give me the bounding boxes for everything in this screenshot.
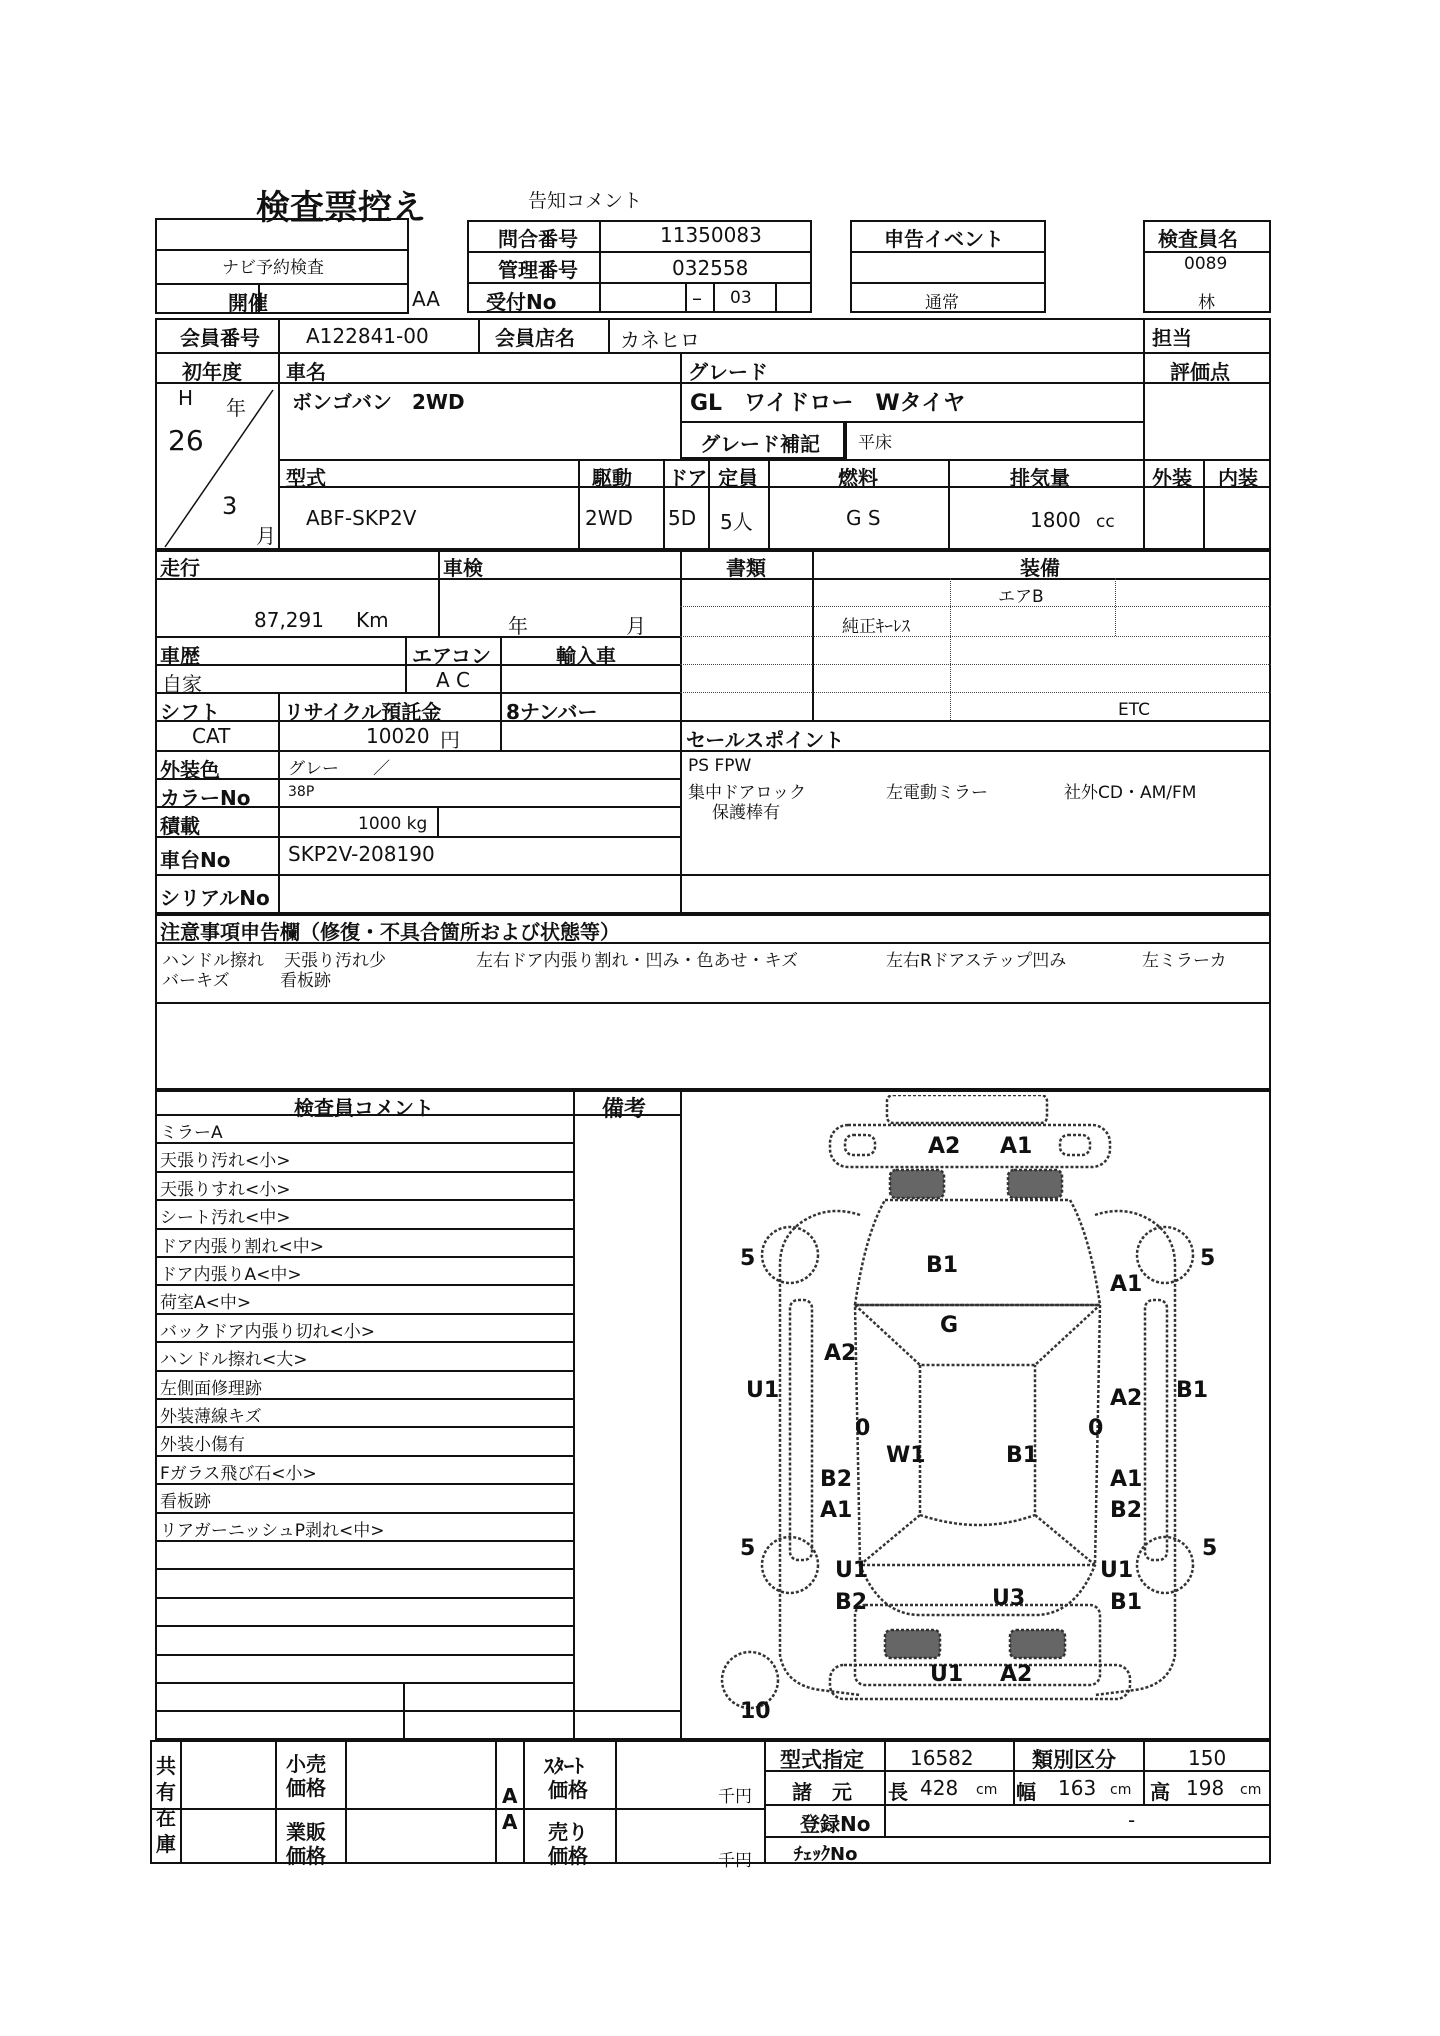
shadai-label: 車台No (160, 848, 231, 872)
damage-mark: B1 (1110, 1590, 1143, 1615)
comment-row-line (155, 1654, 573, 1656)
grade-label: グレード (688, 360, 768, 384)
damage-mark: 5 (1200, 1246, 1216, 1271)
haiki-label: 排気量 (1010, 466, 1070, 490)
haba-value: 163 (1058, 1776, 1097, 1800)
vehicle-damage-diagram (690, 1095, 1265, 1735)
door-label: ドア (668, 466, 708, 490)
shift-label: シフト (160, 700, 220, 724)
shareki-value: 自家 (162, 672, 202, 696)
notes-2b: 看板跡 (280, 971, 331, 991)
damage-mark: B1 (1176, 1378, 1209, 1403)
kensain-label: 検査員名 (1158, 227, 1238, 251)
ruibetsu-label: 類別区分 (1032, 1748, 1116, 1772)
kouri-label-2: 価格 (286, 1776, 326, 1800)
comment-row-line (155, 1568, 573, 1570)
year-label: 初年度 (182, 360, 242, 384)
notice-label: 告知コメント (528, 190, 643, 212)
damage-mark: U1 (835, 1558, 869, 1583)
damage-mark: W1 (886, 1443, 926, 1468)
start-label-1: ｽﾀｰﾄ (544, 1754, 584, 1778)
month-tsuki: 月 (256, 524, 276, 548)
sales-line-3: 保護棒有 (712, 803, 780, 823)
kyoyu-1: 共 (156, 1754, 176, 1778)
damage-mark: 5 (740, 1536, 756, 1561)
sobi-etc: ETC (1118, 700, 1150, 720)
door-value: 5D (668, 506, 697, 530)
comment-row-line (155, 1625, 573, 1627)
damage-mark-zero: 0 (855, 1416, 871, 1441)
yunyu-label: 輸入車 (556, 644, 616, 668)
damage-mark: U1 (746, 1378, 780, 1403)
comment-item: ドア内張り割れ<中> (160, 1236, 324, 1257)
damage-mark: B2 (835, 1590, 868, 1615)
sales-line-2a: 集中ドアロック (688, 783, 807, 803)
damage-mark: B1 (926, 1253, 959, 1278)
shinkoku-value: 通常 (925, 293, 959, 313)
comment-row-line (155, 1512, 573, 1514)
aircon-value: A C (436, 668, 471, 692)
comment-row-line (155, 1682, 573, 1684)
notes-label: 注意事項申告欄（修復・不具合箇所および状態等） (160, 920, 620, 944)
soko-unit: Km (356, 608, 389, 632)
comment-item: バックドア内張り切れ<小> (160, 1321, 375, 1342)
start-label-2: 価格 (548, 1778, 588, 1802)
toroku-value: - (1128, 1808, 1136, 1832)
car-name-label: 車名 (286, 360, 326, 384)
notes-1b: 天張り汚れ少 (284, 951, 386, 971)
tanto-label: 担当 (1152, 326, 1192, 350)
comment-item: ハンドル擦れ<大> (160, 1350, 308, 1371)
katashiki-shitei-label: 型式指定 (780, 1748, 864, 1772)
aa-1: A (502, 1784, 518, 1808)
recycle-value: 10020 (366, 724, 430, 748)
check-label: ﾁｪｯｸNo (794, 1844, 858, 1865)
year-value: 26 (168, 424, 204, 457)
color-no-label: カラーNo (160, 786, 251, 810)
taka-value: 198 (1186, 1776, 1225, 1800)
shaken-nen: 年 (508, 614, 528, 638)
member-shop-value: カネヒロ (620, 328, 700, 352)
sales-point-label: セールスポイント (686, 728, 845, 752)
aa-2: A (502, 1810, 518, 1834)
kanri-value: 032558 (672, 256, 749, 280)
notes-1a: ハンドル擦れ (162, 951, 264, 971)
recycle-label: リサイクル預託金 (284, 700, 442, 724)
damage-mark: 10 (740, 1699, 771, 1724)
taka-unit: cm (1240, 1782, 1262, 1798)
grade-hoki-value: 平床 (858, 433, 892, 453)
comment-item: 左側面修理跡 (160, 1378, 262, 1399)
member-no-value: A122841-00 (306, 324, 429, 348)
kaisai-label: 開催 (228, 291, 268, 315)
uri-label-1: 売り (548, 1820, 588, 1844)
uketsuke-value: 03 (730, 288, 752, 308)
haiki-value: 1800 (1030, 508, 1081, 532)
damage-mark-zero: 0 (1088, 1416, 1104, 1441)
katashiki-label: 型式 (286, 466, 326, 490)
page-title: 検査票控え (256, 188, 426, 228)
soko-label: 走行 (160, 556, 200, 580)
sales-line-2c: 社外CD・AM/FM (1064, 783, 1197, 803)
kudo-value: 2WD (585, 506, 633, 530)
damage-mark: A2 (1000, 1662, 1033, 1687)
damage-mark: A2 (928, 1134, 961, 1159)
damage-mark: B2 (820, 1467, 853, 1492)
cho-value: 428 (920, 1776, 959, 1800)
comment-item: Fガラス飛び石<小> (160, 1463, 317, 1484)
ruibetsu-value: 150 (1188, 1746, 1227, 1770)
uri-unit: 千円 (718, 1851, 752, 1871)
toroku-label: 登録No (800, 1812, 871, 1836)
sales-line-2b: 左電動ミラー (886, 783, 988, 803)
gyohan-label-1: 業販 (286, 1820, 326, 1844)
member-no-label: 会員番号 (180, 326, 260, 350)
grade-value: GL ワイドロー Wタイヤ (690, 391, 966, 416)
gaiso-label: 外装 (1152, 466, 1192, 490)
shinkoku-label: 申告イベント (884, 227, 1004, 251)
damage-mark: B2 (1110, 1498, 1143, 1523)
haba-unit: cm (1110, 1782, 1132, 1798)
comment-item: 荷室A<中> (160, 1293, 252, 1314)
damage-mark: A1 (820, 1498, 853, 1523)
damage-mark: U1 (1100, 1558, 1134, 1583)
gyohan-label-2: 価格 (286, 1844, 326, 1868)
comment-item: 外装小傷有 (160, 1435, 245, 1456)
start-unit: 千円 (718, 1787, 752, 1807)
shaken-label: 車検 (443, 556, 483, 580)
damage-mark: G (940, 1313, 959, 1338)
toiawase-label: 問合番号 (498, 227, 578, 251)
notes-1e: 左ミラーカ (1142, 951, 1227, 971)
katashiki-value: ABF-SKP2V (306, 506, 417, 530)
year-nen: 年 (226, 396, 246, 420)
sales-line-1: PS FPW (688, 756, 752, 776)
comment-item: 天張り汚れ<小> (160, 1151, 291, 1172)
damage-mark: A2 (824, 1341, 857, 1366)
comment-item: リアガーニッシュP剥れ<中> (160, 1520, 385, 1541)
kensain-name: 林 (1198, 293, 1215, 313)
comment-label: 検査員コメント (294, 1096, 434, 1120)
comment-item: ミラーA (160, 1123, 223, 1143)
kyoyu-3: 在 (156, 1806, 176, 1830)
comment-row-line (155, 1597, 573, 1599)
aircon-label: エアコン (412, 644, 491, 668)
notes-2a: バーキズ (162, 971, 230, 991)
damage-mark: B1 (1006, 1443, 1039, 1468)
year-era: H (178, 386, 194, 410)
shift-value: CAT (192, 724, 231, 748)
damage-mark: U3 (992, 1586, 1026, 1611)
member-shop-label: 会員店名 (495, 326, 575, 350)
cho-unit: cm (976, 1782, 998, 1798)
color-no-value: 38P (288, 784, 315, 800)
grade-hoki-label: グレード補記 (700, 432, 820, 456)
katashiki-shitei-value: 16582 (910, 1746, 974, 1770)
damage-mark: A1 (1110, 1467, 1143, 1492)
damage-mark: 5 (740, 1246, 756, 1271)
sekisai-value: 1000 kg (358, 814, 428, 834)
naiso-label: 内装 (1218, 466, 1258, 490)
uketsuke-dash: – (692, 286, 702, 310)
damage-mark: A1 (1110, 1272, 1143, 1297)
month-value: 3 (222, 492, 238, 520)
haiki-unit: cc (1096, 512, 1115, 532)
sobi-keyless: 純正ｷｰﾚｽ (842, 617, 910, 637)
comment-item: シート汚れ<中> (160, 1208, 291, 1229)
damage-mark: A2 (1110, 1386, 1143, 1411)
navi-yoyaku: ナビ予約検査 (222, 258, 324, 278)
sobi-label: 装備 (1020, 556, 1060, 580)
serial-label: シリアルNo (160, 886, 270, 910)
damage-mark: 5 (1202, 1536, 1218, 1561)
teiin-value: 5人 (720, 510, 753, 534)
comment-item: 天張りすれ<小> (160, 1179, 291, 1200)
shogen-label: 諸 元 (792, 1780, 852, 1804)
biko-label: 備考 (602, 1097, 647, 1122)
sekisai-label: 積載 (160, 814, 200, 838)
nenryo-value: G S (846, 506, 881, 530)
eight-number-label: 8ナンバー (506, 700, 598, 724)
comment-item: 看板跡 (160, 1492, 211, 1513)
hyoka-label: 評価点 (1170, 360, 1230, 384)
comment-item: ドア内張りA<中> (160, 1265, 302, 1285)
haba-label: 幅 (1016, 1780, 1036, 1804)
notes-1d: 左右Rドアステップ凹み (886, 951, 1067, 971)
taka-label: 高 (1150, 1780, 1170, 1804)
damage-mark: U1 (930, 1662, 964, 1687)
uri-label-2: 価格 (548, 1844, 588, 1868)
kensain-code: 0089 (1184, 254, 1228, 274)
kudo-label: 駆動 (592, 466, 632, 490)
uketsuke-label: 受付No (486, 290, 557, 314)
recycle-unit: 円 (440, 728, 460, 752)
kouri-label-1: 小売 (286, 1752, 326, 1776)
notes-1c: 左右ドア内張り割れ・凹み・色あせ・キズ (476, 951, 799, 971)
nenryo-label: 燃料 (838, 466, 878, 490)
sobi-airb: エアB (998, 587, 1044, 607)
car-name-value: ボンゴバン 2WD (292, 390, 465, 414)
comment-item: 外装薄線キズ (160, 1407, 262, 1427)
kyoyu-4: 庫 (156, 1832, 176, 1856)
shareki-label: 車歴 (160, 644, 200, 668)
kaisai-value: AA (412, 287, 440, 311)
shaken-tsuki: 月 (626, 614, 646, 638)
kyoyu-2: 有 (156, 1780, 176, 1804)
soko-value: 87,291 (254, 608, 324, 632)
cho-label: 長 (888, 1780, 908, 1804)
toiawase-value: 11350083 (660, 223, 762, 247)
gaisoshoku-label: 外装色 (160, 758, 220, 782)
damage-mark: A1 (1000, 1134, 1033, 1159)
gaisoshoku-value: グレー ／ (288, 759, 390, 779)
shadai-value: SKP2V-208190 (288, 842, 435, 866)
teiin-label: 定員 (718, 466, 758, 490)
kanri-label: 管理番号 (498, 258, 578, 282)
shorui-label: 書類 (726, 556, 766, 580)
